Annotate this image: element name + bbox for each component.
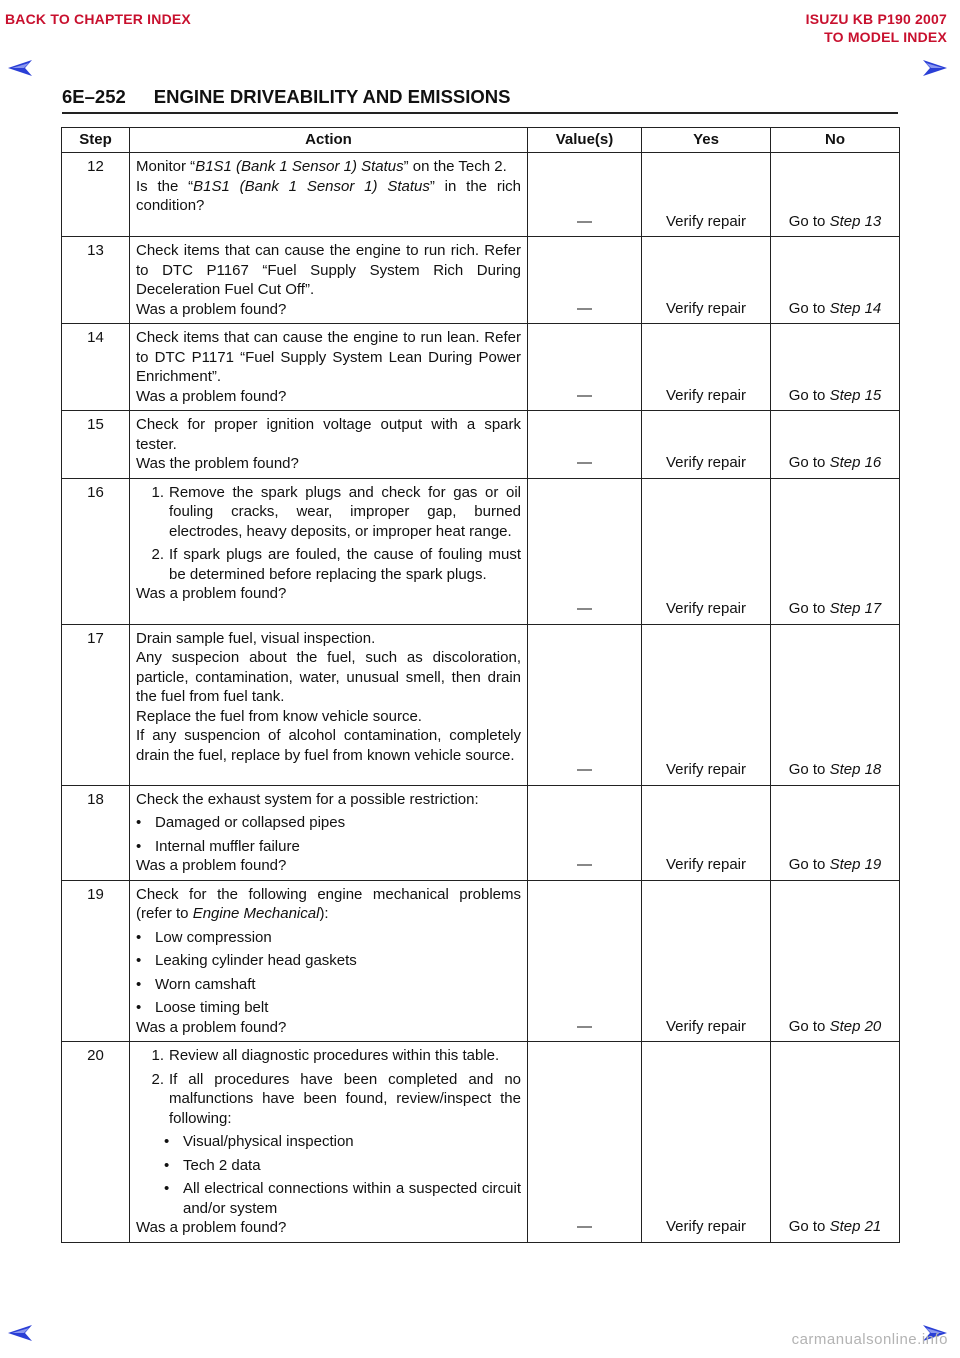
go-to-step-link[interactable]: Step 14 <box>829 299 882 317</box>
table-row <box>62 237 900 324</box>
table-row <box>62 1042 900 1243</box>
watermark: carmanualsonline.info <box>791 1331 948 1348</box>
go-to-step-link[interactable]: Step 19 <box>829 856 882 873</box>
step-value: — <box>528 1042 642 1243</box>
step-no-result: Go to Step 20 <box>771 880 900 1042</box>
step-value: — <box>528 324 642 411</box>
next-page-arrow-icon[interactable] <box>921 60 947 76</box>
table-header-row <box>62 128 900 153</box>
model-index-link[interactable] <box>806 10 947 46</box>
step-number: 19 <box>62 880 130 1042</box>
step-number: 12 <box>62 153 130 237</box>
model-title[interactable]: ISUZU KB P190 2007 <box>805 11 947 27</box>
step-action: 1. Review all diagnostic procedures within this table. 2. If all procedures have been completed and no malfunctions have been found, review/inspect the following: • Visual/physical inspection • Tech 2 data • All electrical connections within a suspected circuit and/or system Was a problem found? <box>130 1042 528 1243</box>
step-yes-result: Verify repair <box>642 324 771 411</box>
step-value: — <box>528 411 642 479</box>
step-action: Check for proper ignition voltage output with a spark tester. Was the problem found? <box>130 411 528 479</box>
step-value: — <box>528 237 642 324</box>
step-no-result: Go to Step 17 <box>771 478 900 624</box>
step-no-result: Go to Step 16 <box>771 411 900 479</box>
step-no-result: Go to Step 13 <box>771 153 900 237</box>
go-to-step-link[interactable]: Step 16 <box>829 454 882 471</box>
previous-page-arrow-icon[interactable] <box>8 60 34 76</box>
step-action: Check for the following engine mechanical problems (refer to Engine Mechanical): • Low compression • Leaking cylinder head gaskets • Worn camshaft • Loose timing belt Was a problem found? <box>130 880 528 1042</box>
go-to-step-link[interactable]: Step 13 <box>829 212 882 230</box>
step-action: Check the exhaust system for a possible restriction: • Damaged or collapsed pipes • Internal muffler failure Was a problem found? <box>130 785 528 880</box>
table-row <box>62 785 900 880</box>
table-row <box>62 153 900 237</box>
step-yes-result: Verify repair <box>642 411 771 479</box>
step-yes-result: Verify repair <box>642 1042 771 1243</box>
step-yes-result: Verify repair <box>642 624 771 785</box>
step-value: — <box>528 624 642 785</box>
step-number: 16 <box>62 478 130 624</box>
go-to-step-link[interactable]: Step 21 <box>829 1218 882 1235</box>
step-yes-result: Verify repair <box>642 478 771 624</box>
table-row <box>62 411 900 479</box>
step-yes-result: Verify repair <box>642 785 771 880</box>
table-row <box>62 478 900 624</box>
step-value: — <box>528 785 642 880</box>
step-yes-result: Verify repair <box>642 153 771 237</box>
step-number: 20 <box>62 1042 130 1243</box>
section-title: ENGINE DRIVEABILITY AND EMISSIONS <box>153 86 511 107</box>
diagnostic-procedure-table <box>61 127 900 1243</box>
column-header-values: Value(s) <box>528 128 642 153</box>
column-header-action: Action <box>130 128 528 153</box>
step-action: Monitor “B1S1 (Bank 1 Sensor 1) Status” on the Tech 2. Is the “B1S1 (Bank 1 Sensor 1) Status” in the rich condition? <box>130 153 528 237</box>
step-yes-result: Verify repair <box>642 237 771 324</box>
step-number: 15 <box>62 411 130 479</box>
to-model-index-label[interactable]: TO MODEL INDEX <box>824 29 947 45</box>
step-value: — <box>528 880 642 1042</box>
back-to-chapter-index-link[interactable]: BACK TO CHAPTER INDEX <box>5 11 191 27</box>
page-number: 6E–252 <box>62 86 126 107</box>
go-to-step-link[interactable]: Step 17 <box>829 600 882 617</box>
step-no-result: Go to Step 15 <box>771 324 900 411</box>
step-action: Drain sample fuel, visual inspection. Any suspecion about the fuel, such as discoloration, particle, contamination, water, unusual smell, then drain the fuel from fuel tank. Replace the fuel from know vehicle source. If any suspencion of alcohol contamination, completely drain the fuel, replace by fuel from known vehicle source. <box>130 624 528 785</box>
step-action: Check items that can cause the engine to run rich. Refer to DTC P1167 “Fuel Supply System Rich During Deceleration Fuel Cut Off”. Was a problem found? <box>130 237 528 324</box>
step-value: — <box>528 153 642 237</box>
table-row <box>62 624 900 785</box>
column-header-step: Step <box>62 128 130 153</box>
step-number: 17 <box>62 624 130 785</box>
step-no-result: Go to Step 21 <box>771 1042 900 1243</box>
table-row <box>62 880 900 1042</box>
step-number: 14 <box>62 324 130 411</box>
column-header-yes: Yes <box>642 128 771 153</box>
step-action: 1. Remove the spark plugs and check for gas or oil fouling cracks, wear, improper gap, burned electrodes, heavy deposits, or improper heat range. 2. If spark plugs are fouled, the cause of fouling must be determined before replacing the spark plugs. Was a problem found? <box>130 478 528 624</box>
table-row <box>62 324 900 411</box>
go-to-step-link[interactable]: Step 15 <box>829 386 882 404</box>
step-no-result: Go to Step 14 <box>771 237 900 324</box>
go-to-step-link[interactable]: Step 20 <box>829 1017 882 1035</box>
step-no-result: Go to Step 18 <box>771 624 900 785</box>
column-header-no: No <box>771 128 900 153</box>
step-no-result: Go to Step 19 <box>771 785 900 880</box>
page-header <box>62 86 898 114</box>
step-number: 13 <box>62 237 130 324</box>
previous-page-arrow-bottom-icon[interactable] <box>8 1325 34 1341</box>
step-number: 18 <box>62 785 130 880</box>
step-yes-result: Verify repair <box>642 880 771 1042</box>
go-to-step-link[interactable]: Step 18 <box>829 761 882 778</box>
step-value: — <box>528 478 642 624</box>
step-action: Check items that can cause the engine to run lean. Refer to DTC P1171 “Fuel Supply System Lean During Power Enrichment”. Was a problem found? <box>130 324 528 411</box>
